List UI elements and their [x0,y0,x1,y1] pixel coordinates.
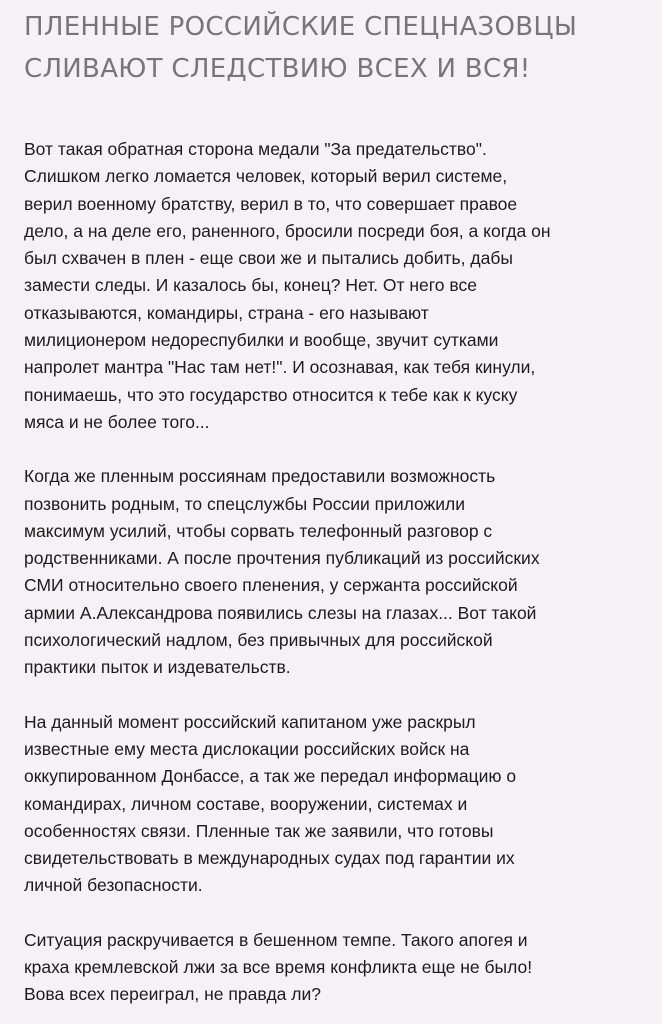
text-line: оккупированном Донбассе, а так же передал информацию о [24,766,517,787]
text-line: свидетельствовать в международных судах под гарантии их [24,848,515,869]
text-line: Ситуация раскручивается в бешенном темпе. Такого апогея и [24,929,528,950]
text-line: личной безопасности. [24,875,203,896]
text-line: мяса и не более того... [24,411,210,432]
text-line: милиционером недореспубилки и вообще, звучит сутками [24,330,499,351]
paragraph-4 [24,927,644,1009]
text-line: психологический надлом, без привычных для российской [24,630,493,651]
text-line: командирах, личном составе, вооружении, системах и [24,793,468,814]
text-line: верил военному братству, верил в то, что совершает правое [24,193,518,214]
text-line: Вот такая обратная сторона медали "За предательство". [24,139,487,159]
paragraph-1 [24,136,644,436]
text-line: напролет мантра "Нас там нет!". И осознавая, как тебя кинули, [24,357,536,378]
text-line: был схвачен в плен - еще свои же и пытались добить, дабы [24,248,513,269]
paragraph-3 [24,709,644,900]
text-line: дело, а на деле его, раненного, бросили посреди боя, а когда он [24,220,551,241]
text-line: известные ему места дислокации российских войск на [24,738,470,759]
text-line: замести следы. И казалось бы, конец? Нет. От него все [24,275,477,296]
paragraph-2 [24,463,644,681]
text-line: понимаешь, что это государство относится к тебе как к куску [24,384,518,405]
text-line: армии А.Александрова появились слезы на глазах... Вот такой [24,602,537,623]
text-line: Вова всех переиграл, не правда ли? [24,984,321,1005]
text-line: особенностях связи. Пленные так же заявили, что готовы [24,820,494,841]
text-line: На данный момент российский капитаном уже раскрыл [24,711,476,732]
text-line: СМИ относительно своего пленения, у сержанта российской [24,575,518,596]
text-line: Когда же пленным россиянам предоставили возможность [24,466,496,487]
text-line: позвонить родным, то спецслужбы России приложили [24,493,466,514]
text-line: практики пыток и издевательств. [24,657,291,678]
text-line: Слишком легко ломается человек, который верил системе, [24,166,508,187]
text-line: краха кремлевской лжи за все время конфликта еще не было! [24,957,533,978]
title-line: СЛИВАЮТ СЛЕДСТВИЮ ВСЕХ И ВСЯ! [24,54,531,84]
article-body [24,136,644,1009]
title-line: ПЛЕННЫЕ РОССИЙСКИЕ СПЕЦНАЗОВЦЫ [24,12,578,42]
text-line: отказываются, командиры, страна - его называют [24,302,429,323]
text-line: родственниками. А после прочтения публикаций из российских [24,548,540,569]
text-line: максимум усилий, чтобы сорвать телефонный разговор с [24,520,493,541]
article-title [24,0,644,90]
